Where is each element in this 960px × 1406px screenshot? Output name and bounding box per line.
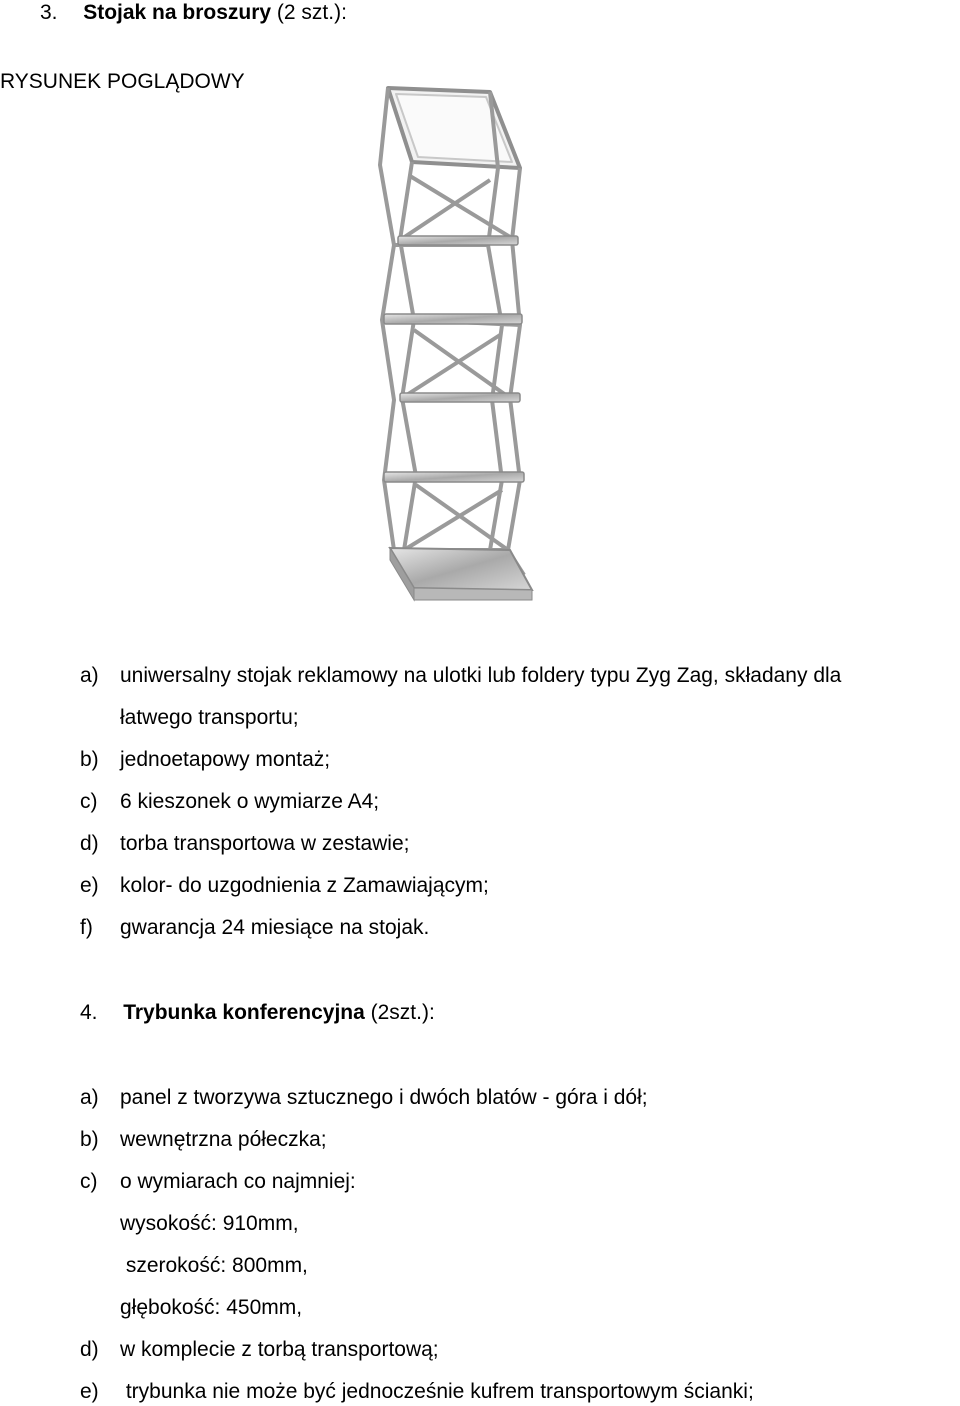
item-text-continuation: łatwego transportu; xyxy=(120,706,299,729)
item-text: kolor- do uzgodnienia z Zamawiającym; xyxy=(120,874,489,897)
item-letter: e) xyxy=(80,874,99,897)
item-letter: e) xyxy=(80,1380,99,1403)
item-letter: d) xyxy=(80,1338,99,1361)
item-text: trybunka nie może być jednocześnie kufrem transportowym ścianki; xyxy=(120,1380,754,1403)
item-text: o wymiarach co najmniej: xyxy=(120,1170,356,1193)
section-4-number: 4. xyxy=(80,1001,98,1024)
illustration-caption: RYSUNEK POGLĄDOWY xyxy=(0,70,245,93)
item-text: w komplecie z torbą transportową; xyxy=(120,1338,439,1361)
item-letter: f) xyxy=(80,916,93,939)
section-4-title: Trybunka konferencyjna xyxy=(123,1001,365,1024)
item-text: torba transportowa w zestawie; xyxy=(120,832,410,855)
item-letter: c) xyxy=(80,1170,98,1193)
section-4-title-suffix: (2szt.): xyxy=(364,1001,435,1024)
item-letter: d) xyxy=(80,832,99,855)
item-text: gwarancja 24 miesiące na stojak. xyxy=(120,916,430,939)
item-letter: a) xyxy=(80,664,99,687)
item-text: panel z tworzywa sztucznego i dwóch blatów - góra i dół; xyxy=(120,1086,648,1109)
item-text: głębokość: 450mm, xyxy=(120,1296,303,1319)
item-letter: a) xyxy=(80,1086,99,1109)
item-letter: b) xyxy=(80,748,99,771)
item-text: wysokość: 910mm, xyxy=(120,1212,299,1235)
item-letter: c) xyxy=(80,790,98,813)
item-letter: b) xyxy=(80,1128,99,1151)
item-text: 6 kieszonek o wymiarze A4; xyxy=(120,790,380,813)
item-text: wewnętrzna półeczka; xyxy=(120,1128,327,1151)
item-text: szerokość: 800mm, xyxy=(120,1254,308,1277)
brochure-stand-illustration xyxy=(370,80,570,620)
item-text: jednoetapowy montaż; xyxy=(120,748,331,771)
section-4-heading xyxy=(80,1002,435,1023)
section-3-title: Stojak na broszury xyxy=(83,1,272,24)
section-3-number: 3. xyxy=(40,1,58,24)
item-text: uniwersalny stojak reklamowy na ulotki lub foldery typu Zyg Zag, składany dla xyxy=(120,664,842,687)
section-3-heading xyxy=(40,2,347,23)
section-3-title-suffix: (2 szt.): xyxy=(271,1,347,24)
